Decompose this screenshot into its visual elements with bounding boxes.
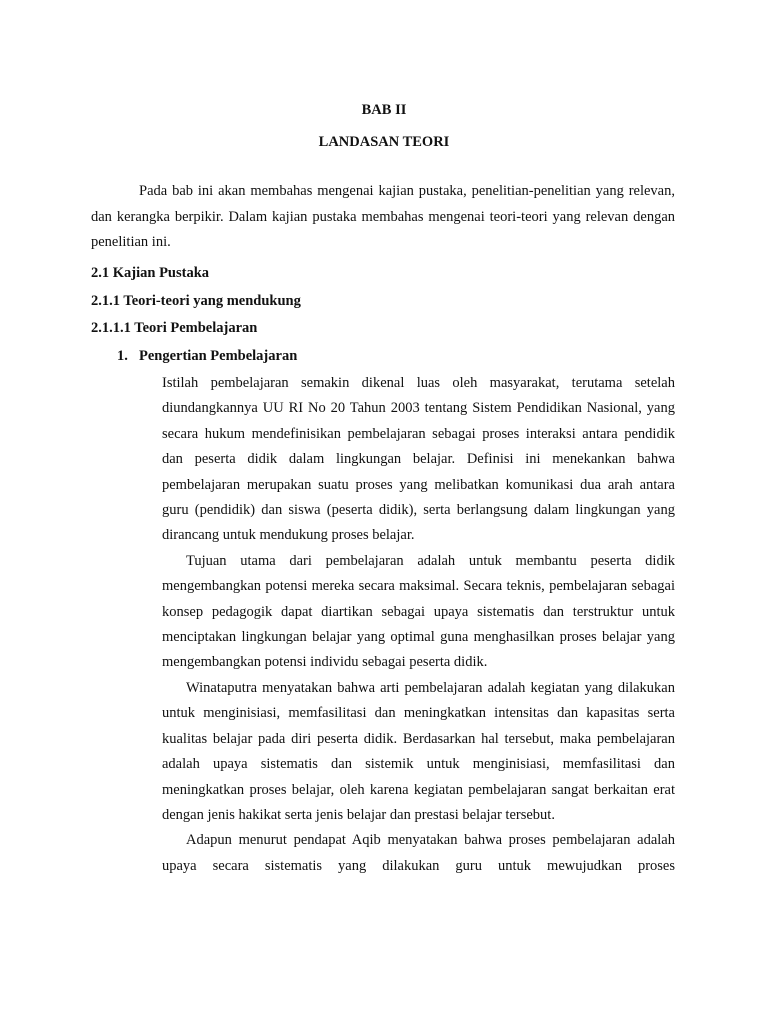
intro-paragraph: Pada bab ini akan membahas mengenai kajian pustaka, penelitian-penelitian yang relevan, dan kerangka berpikir. Dalam kajian pustaka membahas mengenai teori-teori yang relevan dengan penelitian ini.	[91, 183, 675, 251]
section-heading-kajian-pustaka: 2.1 Kajian Pustaka	[91, 265, 210, 281]
list-item-number: 1.	[117, 348, 128, 364]
body-paragraph: Istilah pembelajaran semakin dikenal luas oleh masyarakat, terutama setelah diundangkannya UU RI No 20 Tahun 2003 tentang Sistem Pendidikan Nasional, yang secara hukum mendefinisikan pembelajaran sebagai proses interaksi antara pendidik dan peserta didik dalam lingkungan belajar. Definisi ini menekankan bahwa pembelajaran merupakan suatu proses yang melibatkan komunikasi dua arah antara guru (pendidik) dan siswa (peserta didik), serta berlangsung dalam lingkungan yang dirancang untuk mendukung proses belajar.	[162, 375, 675, 544]
chapter-title: LANDASAN TEORI	[318, 134, 450, 150]
list-item-title: Pengertian Pembelajaran	[139, 348, 298, 364]
body-paragraph: Winataputra menyatakan bahwa arti pembelajaran adalah kegiatan yang dilakukan untuk menginisiasi, memfasilitasi dan meningkatkan intensitas dan kapasitas serta kualitas belajar pada diri peserta didik. Berdasarkan hal tersebut, maka pembelajaran adalah upaya sistematis dan sistemik untuk menginisiasi, memfasilitasi dan meningkatkan proses belajar, oleh karena kegiatan pembelajaran sangat berkaitan erat dengan jenis hakikat serta jenis belajar dan prestasi belajar tersebut.	[162, 679, 675, 823]
body-paragraph: Adapun menurut pendapat Aqib menyatakan bahwa proses pembelajaran adalah upaya secara sistematis yang dilakukan guru untuk mewujudkan proses	[162, 832, 675, 874]
list-item-heading	[117, 348, 297, 365]
body-paragraph: Tujuan utama dari pembelajaran adalah untuk membantu peserta didik mengembangkan potensi mereka secara maksimal. Secara teknis, pembelajaran sebagai konsep pedagogik dapat diartikan sebagai upaya sistematis dan terstruktur untuk menciptakan lingkungan belajar yang optimal guna menghasilkan proses belajar yang mengembangkan potensi individu sebagai peserta didik.	[162, 552, 675, 671]
chapter-number: BAB II	[361, 102, 407, 118]
subsection-heading-teori-mendukung: 2.1.1 Teori-teori yang mendukung	[91, 293, 301, 309]
subsubsection-heading-teori-pembelajaran: 2.1.1.1 Teori Pembelajaran	[91, 320, 258, 336]
body-text	[162, 371, 675, 879]
